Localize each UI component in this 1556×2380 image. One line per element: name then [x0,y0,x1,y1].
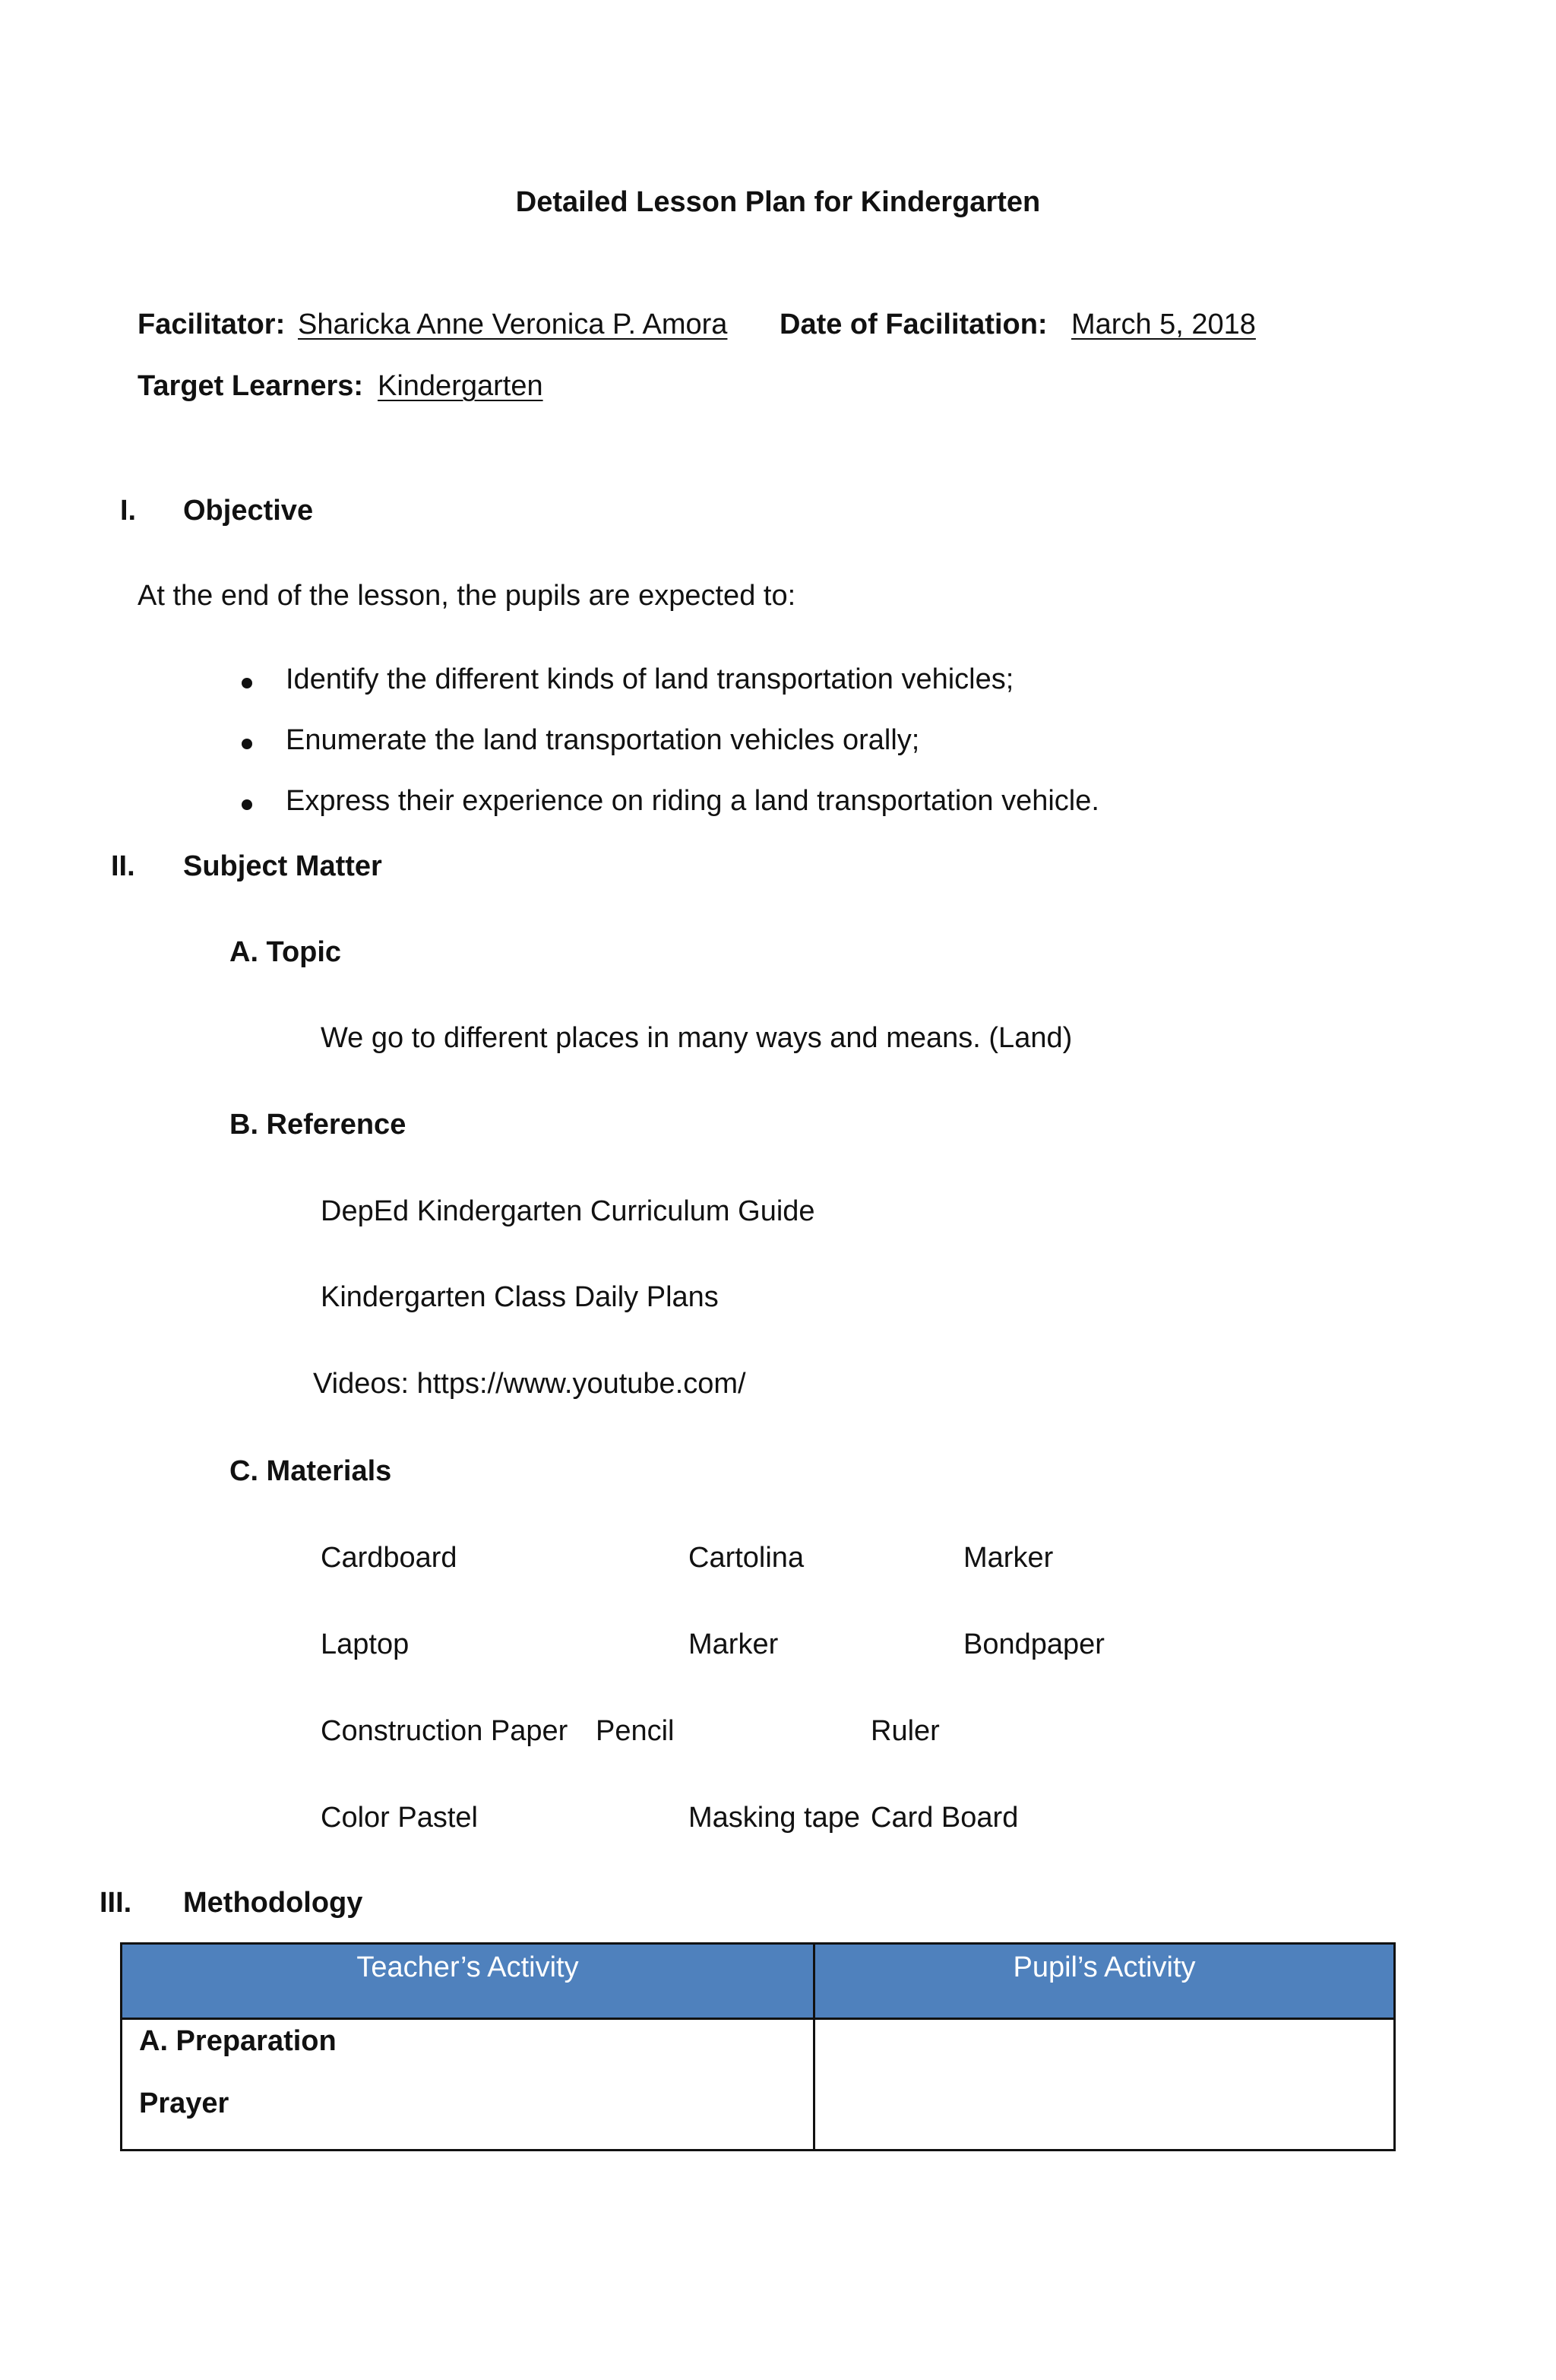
table-header-row [122,1944,1395,2019]
material-item: Masking tape [688,1802,861,1834]
material-item: Card Board [871,1802,1019,1834]
subject-matter-heading: Subject Matter [183,850,382,882]
column-header-pupil: Pupil’s Activity [814,1944,1395,2019]
prayer-heading: Prayer [139,2087,229,2119]
material-item: Marker [963,1542,1054,1574]
facilitator-value: Sharicka Anne Veronica P. Amora [298,309,728,340]
reference-item: Videos: https://www.youtube.com/ [313,1368,746,1400]
material-item: Cardboard [321,1542,457,1574]
topic-text: We go to different places in many ways and means. (Land) [321,1022,1073,1054]
material-item: Pencil [596,1715,675,1747]
materials-heading: C. Materials [229,1455,392,1487]
document-title: Detailed Lesson Plan for Kindergarten [515,186,1041,218]
methodology-numeral: III. [100,1887,132,1919]
teacher-activity-cell [122,2019,814,2151]
objective-numeral: I. [120,495,137,527]
pupil-activity-cell [814,2019,1395,2151]
preparation-heading: A. Preparation [139,2025,337,2057]
material-item: Marker [688,1628,779,1660]
bullet-icon [242,799,252,810]
reference-item: Kindergarten Class Daily Plans [321,1281,719,1313]
topic-heading: A. Topic [229,936,342,968]
objective-item: Identify the different kinds of land transportation vehicles; [286,663,1014,695]
material-item: Bondpaper [963,1628,1105,1660]
bullet-icon [242,739,252,749]
column-header-teacher: Teacher’s Activity [122,1944,814,2019]
reference-heading: B. Reference [229,1109,406,1141]
table-row [122,2019,1395,2151]
learners-label: Target Learners: [138,370,364,402]
objective-item: Express their experience on riding a land transportation vehicle. [286,785,1099,817]
objective-heading: Objective [183,495,314,527]
material-item: Construction Paper [321,1715,568,1747]
subject-matter-numeral: II. [111,850,135,882]
facilitator-label: Facilitator: [138,309,286,340]
methodology-table [120,1942,1396,2151]
objective-item: Enumerate the land transportation vehicles orally; [286,724,920,756]
material-item: Ruler [871,1715,940,1747]
learners-value: Kindergarten [378,370,543,402]
material-item: Laptop [321,1628,410,1660]
objective-intro: At the end of the lesson, the pupils are expected to: [138,580,796,612]
bullet-icon [242,678,252,688]
date-label: Date of Facilitation: [780,309,1048,340]
date-value: March 5, 2018 [1071,309,1256,340]
methodology-heading: Methodology [183,1887,363,1919]
reference-item: DepEd Kindergarten Curriculum Guide [321,1195,815,1227]
material-item: Cartolina [688,1542,805,1574]
material-item: Color Pastel [321,1802,478,1834]
